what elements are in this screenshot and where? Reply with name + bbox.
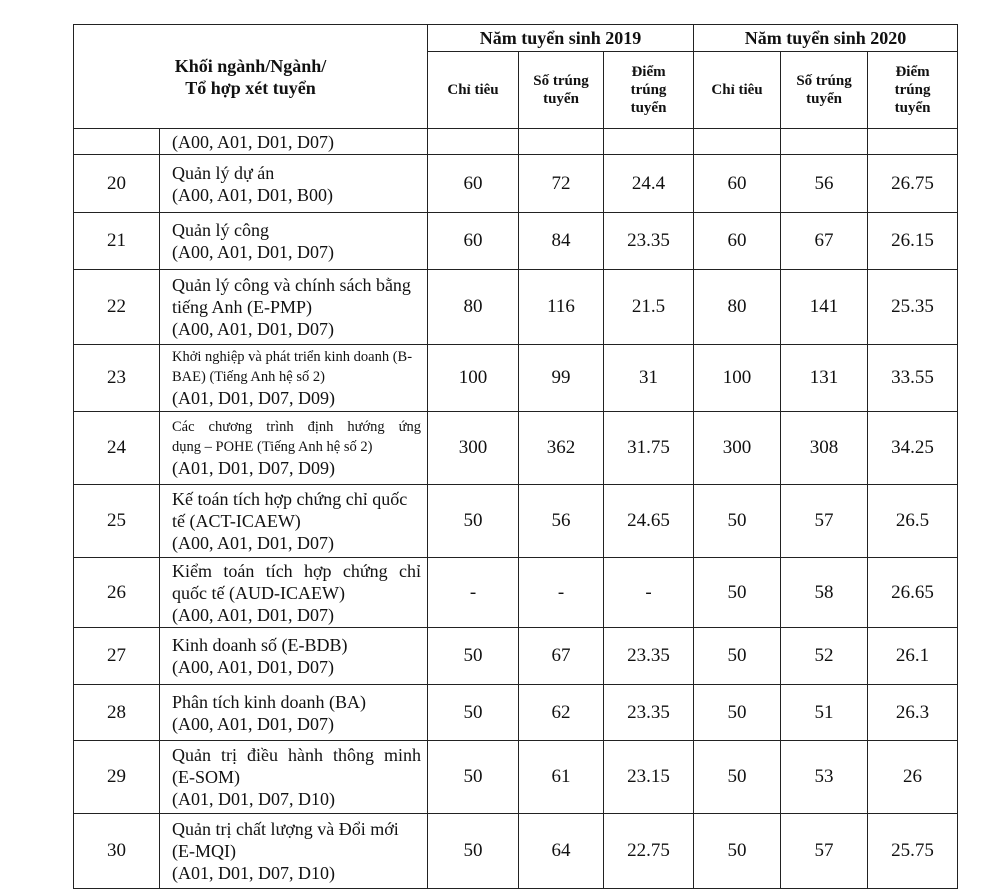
diem-2020: 26.15	[868, 213, 958, 270]
empty-cell	[428, 129, 519, 155]
header-year-2020: Năm tuyển sinh 2020	[694, 25, 958, 52]
header-label: trúng	[630, 82, 667, 98]
table-row	[74, 345, 958, 412]
combo-text: (A01, D01, D07, D10)	[172, 789, 335, 809]
table-row	[74, 485, 958, 558]
combo-text: (A00, A01, D01, B00)	[172, 184, 333, 205]
so-trung-tuyen-2019: 84	[519, 213, 604, 270]
header-label: Số trúng	[796, 73, 852, 89]
major-name-cell	[160, 628, 428, 685]
diem-2019: 23.35	[604, 213, 694, 270]
chi-tieu-2020: 50	[694, 814, 781, 889]
major-name-line2: (E-SOM)	[172, 767, 240, 787]
table-row	[74, 814, 958, 889]
empty-cell	[519, 129, 604, 155]
so-trung-tuyen-2019: 64	[519, 814, 604, 889]
major-name: Các chương trình định hướng ứng	[172, 419, 422, 435]
major-name-cell	[160, 685, 428, 741]
combo-text: (A00, A01, D01, D07)	[172, 131, 334, 152]
diem-2020: 26.75	[868, 155, 958, 213]
diem-2019: 31	[604, 345, 694, 412]
chi-tieu-2019: 50	[428, 628, 519, 685]
header-so-trung-tuyen-2019	[519, 52, 604, 129]
table-row	[74, 213, 958, 270]
so-trung-tuyen-2020: 141	[781, 270, 868, 345]
row-number: 27	[74, 628, 160, 685]
combo-text: (A00, A01, D01, D07)	[172, 319, 334, 339]
header-label: tuyển	[894, 100, 931, 116]
major-name: Kiểm toán tích hợp chứng chỉ	[172, 560, 422, 581]
diem-2019: 31.75	[604, 412, 694, 485]
diem-2019: 22.75	[604, 814, 694, 889]
major-name: Quản trị chất lượng và Đổi mới	[172, 819, 399, 839]
row-number: 22	[74, 270, 160, 345]
major-name-cell	[160, 270, 428, 345]
table-row	[74, 741, 958, 814]
empty-cell	[868, 129, 958, 155]
chi-tieu-2020: 50	[694, 628, 781, 685]
empty-cell	[781, 129, 868, 155]
so-trung-tuyen-2020: 57	[781, 485, 868, 558]
diem-2020: 25.75	[868, 814, 958, 889]
so-trung-tuyen-2020: 56	[781, 155, 868, 213]
major-name: Khởi nghiệp và phát triển kinh doanh (B-	[172, 349, 413, 365]
header-major-line1: Khối ngành/Ngành/	[174, 55, 327, 76]
diem-2019: 23.35	[604, 685, 694, 741]
so-trung-tuyen-2019: 72	[519, 155, 604, 213]
chi-tieu-2019: 300	[428, 412, 519, 485]
diem-2020: 26.3	[868, 685, 958, 741]
major-name: Quản lý công và chính sách bằng	[172, 275, 411, 295]
chi-tieu-2020: 50	[694, 741, 781, 814]
diem-2019: 21.5	[604, 270, 694, 345]
diem-2020: 26.5	[868, 485, 958, 558]
combo-text: (A00, A01, D01, D07)	[172, 533, 334, 553]
major-name-cell	[160, 814, 428, 889]
chi-tieu-2019: 80	[428, 270, 519, 345]
so-trung-tuyen-2019: 99	[519, 345, 604, 412]
chi-tieu-2019: -	[428, 558, 519, 628]
so-trung-tuyen-2019: -	[519, 558, 604, 628]
so-trung-tuyen-2020: 308	[781, 412, 868, 485]
so-trung-tuyen-2020: 53	[781, 741, 868, 814]
so-trung-tuyen-2019: 62	[519, 685, 604, 741]
combo-text: (A00, A01, D01, D07)	[172, 657, 334, 677]
chi-tieu-2019: 50	[428, 741, 519, 814]
table-row	[74, 155, 958, 213]
combo-text: (A01, D01, D07, D10)	[172, 863, 335, 883]
table-row	[74, 270, 958, 345]
major-name-line2: tiếng Anh (E-PMP)	[172, 297, 313, 317]
header-year-2019: Năm tuyển sinh 2019	[428, 25, 694, 52]
row-number: 24	[74, 412, 160, 485]
row-number: 29	[74, 741, 160, 814]
row-number: 20	[74, 155, 160, 213]
so-trung-tuyen-2019: 362	[519, 412, 604, 485]
chi-tieu-2019: 50	[428, 685, 519, 741]
empty-cell	[694, 129, 781, 155]
chi-tieu-2020: 50	[694, 558, 781, 628]
row-number: 25	[74, 485, 160, 558]
major-name-cell	[160, 485, 428, 558]
header-chi-tieu-2019: Chỉ tiêu	[428, 52, 519, 129]
empty-cell	[604, 129, 694, 155]
header-diem-2019	[604, 52, 694, 129]
major-name-cell	[160, 213, 428, 270]
combo-text: (A01, D01, D07, D09)	[172, 458, 335, 478]
stt-cell	[74, 129, 160, 155]
table-row	[74, 558, 958, 628]
header-so-trung-tuyen-2020	[781, 52, 868, 129]
major-name: Kinh doanh số (E-BDB)	[172, 635, 348, 655]
so-trung-tuyen-2019: 61	[519, 741, 604, 814]
admission-table	[73, 24, 958, 889]
so-trung-tuyen-2019: 56	[519, 485, 604, 558]
chi-tieu-2020: 60	[694, 213, 781, 270]
chi-tieu-2019: 100	[428, 345, 519, 412]
so-trung-tuyen-2020: 51	[781, 685, 868, 741]
major-name-cell	[160, 412, 428, 485]
major-name-line2: (E-MQI)	[172, 841, 236, 861]
header-label: Điểm	[631, 64, 666, 80]
header-label: Điểm	[895, 64, 930, 80]
diem-2020: 33.55	[868, 345, 958, 412]
so-trung-tuyen-2020: 58	[781, 558, 868, 628]
major-name-line2: tế (ACT-ICAEW)	[172, 511, 301, 531]
diem-2020: 26.1	[868, 628, 958, 685]
chi-tieu-2020: 50	[694, 685, 781, 741]
diem-2019: 24.4	[604, 155, 694, 213]
diem-2019: -	[604, 558, 694, 628]
major-name: Quản trị điều hành thông minh	[172, 745, 422, 765]
header-diem-2020	[868, 52, 958, 129]
header-label: tuyển	[630, 100, 667, 116]
row-number: 23	[74, 345, 160, 412]
row-number: 30	[74, 814, 160, 889]
chi-tieu-2020: 80	[694, 270, 781, 345]
header-major	[74, 25, 428, 129]
header-label: Số trúng	[533, 73, 589, 89]
chi-tieu-2019: 60	[428, 213, 519, 270]
so-trung-tuyen-2020: 52	[781, 628, 868, 685]
major-name-cell	[160, 558, 428, 628]
header-chi-tieu-2020: Chỉ tiêu	[694, 52, 781, 129]
header-label: trúng	[894, 82, 931, 98]
major-name: Quản lý công	[172, 220, 269, 240]
combo-text: (A00, A01, D01, D07)	[172, 242, 334, 262]
header-label: tuyển	[543, 91, 579, 107]
combo-cell	[160, 129, 428, 155]
diem-2020: 25.35	[868, 270, 958, 345]
diem-2020: 26.65	[868, 558, 958, 628]
so-trung-tuyen-2020: 57	[781, 814, 868, 889]
major-name: Kế toán tích hợp chứng chỉ quốc	[172, 489, 408, 509]
header-major-line2: Tổ hợp xét tuyển	[185, 77, 316, 98]
chi-tieu-2020: 60	[694, 155, 781, 213]
chi-tieu-2020: 300	[694, 412, 781, 485]
header-label: tuyển	[806, 91, 842, 107]
row-number: 21	[74, 213, 160, 270]
so-trung-tuyen-2020: 67	[781, 213, 868, 270]
combo-text: (A01, D01, D07, D09)	[172, 388, 335, 408]
table-row-continuation	[74, 129, 958, 155]
combo-text: (A00, A01, D01, D07)	[172, 604, 334, 625]
table-row	[74, 628, 958, 685]
chi-tieu-2020: 100	[694, 345, 781, 412]
table-row	[74, 412, 958, 485]
chi-tieu-2019: 60	[428, 155, 519, 213]
major-name-line2: dụng – POHE (Tiếng Anh hệ số 2)	[172, 439, 373, 455]
major-name-line2: BAE) (Tiếng Anh hệ số 2)	[172, 369, 325, 385]
major-name-cell	[160, 155, 428, 213]
diem-2019: 23.15	[604, 741, 694, 814]
diem-2019: 24.65	[604, 485, 694, 558]
diem-2020: 26	[868, 741, 958, 814]
diem-2019: 23.35	[604, 628, 694, 685]
row-number: 28	[74, 685, 160, 741]
chi-tieu-2020: 50	[694, 485, 781, 558]
chi-tieu-2019: 50	[428, 814, 519, 889]
so-trung-tuyen-2020: 131	[781, 345, 868, 412]
table-row	[74, 685, 958, 741]
diem-2020: 34.25	[868, 412, 958, 485]
major-name-line2: quốc tế (AUD-ICAEW)	[172, 582, 345, 603]
so-trung-tuyen-2019: 67	[519, 628, 604, 685]
major-name: Quản lý dự án	[172, 162, 275, 183]
major-name-cell	[160, 345, 428, 412]
chi-tieu-2019: 50	[428, 485, 519, 558]
row-number: 26	[74, 558, 160, 628]
major-name: Phân tích kinh doanh (BA)	[172, 691, 366, 712]
major-name-cell	[160, 741, 428, 814]
combo-text: (A00, A01, D01, D07)	[172, 713, 334, 734]
so-trung-tuyen-2019: 116	[519, 270, 604, 345]
